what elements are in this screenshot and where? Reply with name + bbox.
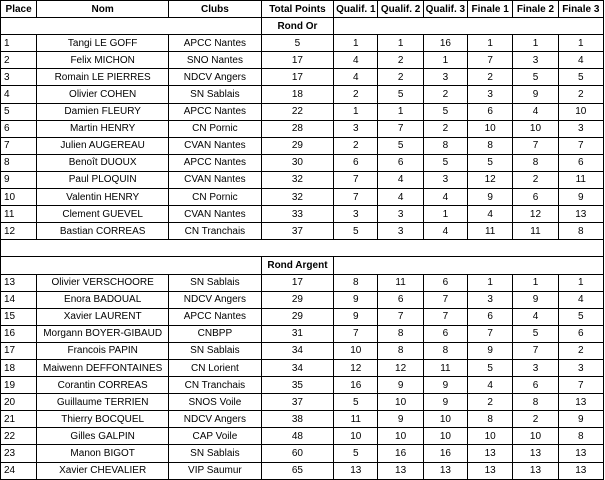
cell-nom: Clement GUEVEL (37, 206, 169, 223)
cell-finale-3: 8 (558, 428, 603, 445)
cell-qualif-2: 7 (378, 120, 423, 137)
header-nom: Nom (37, 1, 169, 18)
cell-nom: Valentin HENRY (37, 189, 169, 206)
cell-qualif-1: 7 (334, 325, 378, 342)
cell-finale-2: 8 (513, 394, 558, 411)
cell-nom: Thierry BOCQUEL (37, 411, 169, 428)
cell-place: 15 (1, 308, 37, 325)
cell-place: 14 (1, 291, 37, 308)
cell-clubs: CAP Voile (169, 428, 262, 445)
cell-finale-1: 1 (468, 35, 513, 52)
cell-qualif-2: 2 (378, 52, 423, 69)
spacer-row (1, 240, 604, 257)
cell-finale-1: 9 (468, 342, 513, 359)
table-row (1, 428, 604, 445)
cell-place: 19 (1, 377, 37, 394)
cell-nom: Maiwenn DEFFONTAINES (37, 359, 169, 376)
cell-place: 21 (1, 411, 37, 428)
cell-qualif-1: 10 (334, 342, 378, 359)
cell-clubs: VIP Saumur (169, 462, 262, 479)
cell-clubs: APCC Nantes (169, 35, 262, 52)
section-blank-cell (334, 18, 604, 35)
cell-qualif-1: 7 (334, 189, 378, 206)
cell-qualif-1: 5 (334, 445, 378, 462)
cell-finale-1: 10 (468, 120, 513, 137)
cell-finale-2: 10 (513, 428, 558, 445)
cell-clubs: SN Sablais (169, 86, 262, 103)
cell-nom: Guillaume TERRIEN (37, 394, 169, 411)
cell-qualif-3: 13 (423, 462, 467, 479)
cell-place: 6 (1, 120, 37, 137)
cell-total-points: 31 (261, 325, 333, 342)
cell-finale-3: 9 (558, 189, 603, 206)
table-row (1, 291, 604, 308)
cell-qualif-3: 16 (423, 445, 467, 462)
cell-finale-3: 7 (558, 137, 603, 154)
cell-finale-2: 1 (513, 35, 558, 52)
cell-qualif-2: 1 (378, 35, 423, 52)
cell-finale-2: 13 (513, 445, 558, 462)
table-row (1, 377, 604, 394)
table-row (1, 103, 604, 120)
cell-finale-3: 13 (558, 394, 603, 411)
cell-qualif-2: 1 (378, 103, 423, 120)
cell-finale-2: 1 (513, 274, 558, 291)
cell-total-points: 29 (261, 137, 333, 154)
cell-place: 11 (1, 206, 37, 223)
cell-qualif-3: 8 (423, 137, 467, 154)
cell-total-points: 5 (261, 35, 333, 52)
cell-total-points: 22 (261, 103, 333, 120)
cell-finale-3: 9 (558, 411, 603, 428)
cell-nom: Xavier CHEVALIER (37, 462, 169, 479)
cell-nom: Xavier LAURENT (37, 308, 169, 325)
table-row (1, 394, 604, 411)
cell-nom: Gilles GALPIN (37, 428, 169, 445)
cell-qualif-1: 13 (334, 462, 378, 479)
cell-clubs: NDCV Angers (169, 411, 262, 428)
cell-place: 8 (1, 154, 37, 171)
cell-qualif-3: 2 (423, 120, 467, 137)
cell-qualif-1: 9 (334, 308, 378, 325)
cell-qualif-2: 3 (378, 223, 423, 240)
header-clubs: Clubs (169, 1, 262, 18)
header-row (1, 1, 604, 18)
cell-qualif-3: 5 (423, 103, 467, 120)
cell-nom: Julien AUGEREAU (37, 137, 169, 154)
cell-finale-2: 5 (513, 69, 558, 86)
cell-finale-1: 4 (468, 206, 513, 223)
cell-qualif-1: 3 (334, 120, 378, 137)
cell-finale-1: 5 (468, 359, 513, 376)
cell-finale-1: 13 (468, 445, 513, 462)
cell-clubs: SN Sablais (169, 445, 262, 462)
cell-qualif-2: 9 (378, 411, 423, 428)
cell-qualif-1: 6 (334, 154, 378, 171)
table-row (1, 325, 604, 342)
cell-finale-2: 2 (513, 171, 558, 188)
cell-qualif-2: 3 (378, 206, 423, 223)
header-total-points: Total Points (261, 1, 333, 18)
cell-finale-2: 4 (513, 103, 558, 120)
cell-total-points: 18 (261, 86, 333, 103)
cell-finale-3: 4 (558, 52, 603, 69)
cell-qualif-2: 4 (378, 171, 423, 188)
cell-clubs: APCC Nantes (169, 154, 262, 171)
cell-qualif-3: 16 (423, 35, 467, 52)
cell-qualif-1: 7 (334, 171, 378, 188)
table-row (1, 445, 604, 462)
cell-qualif-1: 1 (334, 35, 378, 52)
spacer-cell (1, 240, 604, 257)
cell-finale-2: 4 (513, 308, 558, 325)
cell-finale-3: 3 (558, 120, 603, 137)
header-qualif-3: Qualif. 3 (423, 1, 467, 18)
cell-place: 24 (1, 462, 37, 479)
section-title: Rond Or (261, 18, 333, 35)
cell-total-points: 37 (261, 394, 333, 411)
cell-total-points: 17 (261, 274, 333, 291)
cell-clubs: CVAN Nantes (169, 206, 262, 223)
cell-qualif-2: 5 (378, 86, 423, 103)
cell-finale-2: 12 (513, 206, 558, 223)
section-blank-cell (1, 18, 262, 35)
cell-total-points: 32 (261, 171, 333, 188)
cell-finale-2: 7 (513, 342, 558, 359)
cell-nom: Olivier COHEN (37, 86, 169, 103)
cell-finale-3: 6 (558, 154, 603, 171)
cell-clubs: SNOS Voile (169, 394, 262, 411)
cell-clubs: NDCV Angers (169, 69, 262, 86)
cell-nom: Damien FLEURY (37, 103, 169, 120)
cell-finale-2: 6 (513, 189, 558, 206)
cell-qualif-3: 7 (423, 291, 467, 308)
cell-clubs: APCC Nantes (169, 103, 262, 120)
header-place: Place (1, 1, 37, 18)
cell-nom: Enora BADOUAL (37, 291, 169, 308)
cell-total-points: 29 (261, 308, 333, 325)
cell-place: 10 (1, 189, 37, 206)
cell-nom: Romain LE PIERRES (37, 69, 169, 86)
cell-qualif-1: 11 (334, 411, 378, 428)
cell-nom: Felix MICHON (37, 52, 169, 69)
cell-qualif-1: 5 (334, 394, 378, 411)
cell-finale-1: 9 (468, 189, 513, 206)
cell-clubs: NDCV Angers (169, 291, 262, 308)
cell-nom: Paul PLOQUIN (37, 171, 169, 188)
cell-qualif-2: 5 (378, 137, 423, 154)
cell-place: 9 (1, 171, 37, 188)
cell-finale-1: 8 (468, 411, 513, 428)
cell-qualif-1: 16 (334, 377, 378, 394)
cell-qualif-2: 9 (378, 377, 423, 394)
cell-finale-2: 11 (513, 223, 558, 240)
cell-nom: Benoît DUOUX (37, 154, 169, 171)
cell-total-points: 37 (261, 223, 333, 240)
cell-place: 1 (1, 35, 37, 52)
cell-clubs: SN Sablais (169, 274, 262, 291)
table-row (1, 274, 604, 291)
cell-clubs: SNO Nantes (169, 52, 262, 69)
header-qualif-2: Qualif. 2 (378, 1, 423, 18)
cell-finale-3: 10 (558, 103, 603, 120)
cell-nom: Manon BIGOT (37, 445, 169, 462)
cell-finale-3: 5 (558, 308, 603, 325)
cell-finale-3: 5 (558, 69, 603, 86)
table-row (1, 223, 604, 240)
cell-finale-1: 12 (468, 171, 513, 188)
table-row (1, 171, 604, 188)
cell-finale-2: 10 (513, 120, 558, 137)
cell-qualif-3: 11 (423, 359, 467, 376)
cell-finale-3: 2 (558, 86, 603, 103)
cell-qualif-3: 10 (423, 428, 467, 445)
cell-clubs: CN Lorient (169, 359, 262, 376)
cell-finale-3: 2 (558, 342, 603, 359)
cell-total-points: 32 (261, 189, 333, 206)
cell-clubs: CN Pornic (169, 120, 262, 137)
table-row (1, 359, 604, 376)
cell-place: 4 (1, 86, 37, 103)
cell-finale-1: 4 (468, 377, 513, 394)
cell-qualif-2: 16 (378, 445, 423, 462)
table-row (1, 120, 604, 137)
results-body (1, 18, 604, 480)
cell-finale-3: 13 (558, 462, 603, 479)
cell-qualif-1: 5 (334, 223, 378, 240)
cell-qualif-1: 4 (334, 52, 378, 69)
header-finale-2: Finale 2 (513, 1, 558, 18)
cell-finale-3: 13 (558, 445, 603, 462)
cell-qualif-1: 10 (334, 428, 378, 445)
cell-qualif-3: 3 (423, 171, 467, 188)
header-qualif-1: Qualif. 1 (334, 1, 378, 18)
cell-finale-2: 6 (513, 377, 558, 394)
cell-qualif-3: 9 (423, 394, 467, 411)
cell-place: 22 (1, 428, 37, 445)
cell-clubs: CVAN Nantes (169, 137, 262, 154)
cell-total-points: 60 (261, 445, 333, 462)
header-finale-3: Finale 3 (558, 1, 603, 18)
cell-qualif-2: 6 (378, 154, 423, 171)
cell-finale-3: 1 (558, 274, 603, 291)
cell-qualif-3: 9 (423, 377, 467, 394)
cell-total-points: 38 (261, 411, 333, 428)
cell-finale-1: 6 (468, 308, 513, 325)
header-finale-1: Finale 1 (468, 1, 513, 18)
cell-total-points: 34 (261, 342, 333, 359)
cell-finale-2: 9 (513, 86, 558, 103)
cell-finale-1: 11 (468, 223, 513, 240)
cell-nom: Morgann BOYER-GIBAUD (37, 325, 169, 342)
cell-qualif-3: 1 (423, 206, 467, 223)
cell-place: 7 (1, 137, 37, 154)
cell-total-points: 17 (261, 52, 333, 69)
section-row (1, 257, 604, 274)
cell-qualif-2: 10 (378, 428, 423, 445)
cell-place: 13 (1, 274, 37, 291)
table-row (1, 69, 604, 86)
cell-clubs: APCC Nantes (169, 308, 262, 325)
table-row (1, 462, 604, 479)
table-row (1, 206, 604, 223)
table-row (1, 137, 604, 154)
cell-qualif-2: 12 (378, 359, 423, 376)
section-title: Rond Argent (261, 257, 333, 274)
cell-qualif-1: 9 (334, 291, 378, 308)
cell-finale-1: 3 (468, 291, 513, 308)
cell-total-points: 30 (261, 154, 333, 171)
cell-place: 3 (1, 69, 37, 86)
cell-qualif-1: 1 (334, 103, 378, 120)
cell-finale-1: 3 (468, 86, 513, 103)
cell-finale-1: 7 (468, 325, 513, 342)
cell-nom: Olivier VERSCHOORE (37, 274, 169, 291)
cell-qualif-3: 4 (423, 223, 467, 240)
cell-qualif-3: 5 (423, 154, 467, 171)
cell-place: 20 (1, 394, 37, 411)
cell-finale-2: 13 (513, 462, 558, 479)
cell-clubs: CN Pornic (169, 189, 262, 206)
cell-place: 5 (1, 103, 37, 120)
cell-qualif-2: 4 (378, 189, 423, 206)
table-row (1, 154, 604, 171)
cell-qualif-3: 8 (423, 342, 467, 359)
cell-clubs: CN Tranchais (169, 223, 262, 240)
cell-finale-2: 8 (513, 154, 558, 171)
cell-total-points: 35 (261, 377, 333, 394)
cell-finale-3: 7 (558, 377, 603, 394)
cell-finale-2: 3 (513, 52, 558, 69)
cell-finale-1: 10 (468, 428, 513, 445)
cell-finale-2: 2 (513, 411, 558, 428)
table-row (1, 308, 604, 325)
cell-qualif-2: 8 (378, 325, 423, 342)
cell-qualif-3: 2 (423, 86, 467, 103)
cell-qualif-3: 7 (423, 308, 467, 325)
table-row (1, 411, 604, 428)
cell-clubs: CNBPP (169, 325, 262, 342)
cell-finale-1: 1 (468, 274, 513, 291)
cell-finale-3: 13 (558, 206, 603, 223)
cell-nom: Martin HENRY (37, 120, 169, 137)
cell-total-points: 34 (261, 359, 333, 376)
cell-qualif-1: 3 (334, 206, 378, 223)
cell-finale-1: 2 (468, 394, 513, 411)
cell-total-points: 28 (261, 120, 333, 137)
cell-place: 17 (1, 342, 37, 359)
cell-qualif-1: 12 (334, 359, 378, 376)
cell-qualif-3: 4 (423, 189, 467, 206)
cell-finale-1: 6 (468, 103, 513, 120)
section-row (1, 18, 604, 35)
cell-qualif-2: 6 (378, 291, 423, 308)
cell-nom: Tangi LE GOFF (37, 35, 169, 52)
cell-place: 16 (1, 325, 37, 342)
cell-place: 23 (1, 445, 37, 462)
cell-qualif-1: 2 (334, 137, 378, 154)
cell-finale-1: 5 (468, 154, 513, 171)
cell-nom: Bastian CORREAS (37, 223, 169, 240)
cell-finale-3: 1 (558, 35, 603, 52)
cell-finale-3: 11 (558, 171, 603, 188)
cell-place: 18 (1, 359, 37, 376)
cell-qualif-3: 6 (423, 325, 467, 342)
cell-qualif-3: 1 (423, 52, 467, 69)
section-blank-cell (334, 257, 604, 274)
cell-total-points: 65 (261, 462, 333, 479)
cell-qualif-1: 8 (334, 274, 378, 291)
cell-finale-2: 9 (513, 291, 558, 308)
cell-qualif-2: 2 (378, 69, 423, 86)
cell-qualif-3: 10 (423, 411, 467, 428)
table-row (1, 35, 604, 52)
cell-clubs: CN Tranchais (169, 377, 262, 394)
cell-place: 2 (1, 52, 37, 69)
table-row (1, 86, 604, 103)
cell-finale-2: 7 (513, 137, 558, 154)
cell-qualif-2: 7 (378, 308, 423, 325)
table-row (1, 342, 604, 359)
cell-finale-3: 6 (558, 325, 603, 342)
cell-qualif-2: 8 (378, 342, 423, 359)
table-row (1, 189, 604, 206)
cell-qualif-3: 6 (423, 274, 467, 291)
cell-place: 12 (1, 223, 37, 240)
cell-finale-3: 3 (558, 359, 603, 376)
cell-total-points: 48 (261, 428, 333, 445)
cell-finale-2: 5 (513, 325, 558, 342)
cell-clubs: CVAN Nantes (169, 171, 262, 188)
section-blank-cell (1, 257, 262, 274)
cell-finale-3: 4 (558, 291, 603, 308)
cell-qualif-2: 10 (378, 394, 423, 411)
cell-total-points: 33 (261, 206, 333, 223)
cell-finale-1: 13 (468, 462, 513, 479)
cell-finale-1: 7 (468, 52, 513, 69)
cell-finale-1: 8 (468, 137, 513, 154)
cell-finale-2: 3 (513, 359, 558, 376)
cell-qualif-2: 11 (378, 274, 423, 291)
table-row (1, 52, 604, 69)
cell-finale-1: 2 (468, 69, 513, 86)
cell-qualif-2: 13 (378, 462, 423, 479)
cell-clubs: SN Sablais (169, 342, 262, 359)
cell-qualif-1: 2 (334, 86, 378, 103)
cell-finale-3: 8 (558, 223, 603, 240)
cell-total-points: 17 (261, 69, 333, 86)
cell-nom: Corantin CORREAS (37, 377, 169, 394)
cell-qualif-3: 3 (423, 69, 467, 86)
cell-total-points: 29 (261, 291, 333, 308)
cell-qualif-1: 4 (334, 69, 378, 86)
cell-nom: Francois PAPIN (37, 342, 169, 359)
